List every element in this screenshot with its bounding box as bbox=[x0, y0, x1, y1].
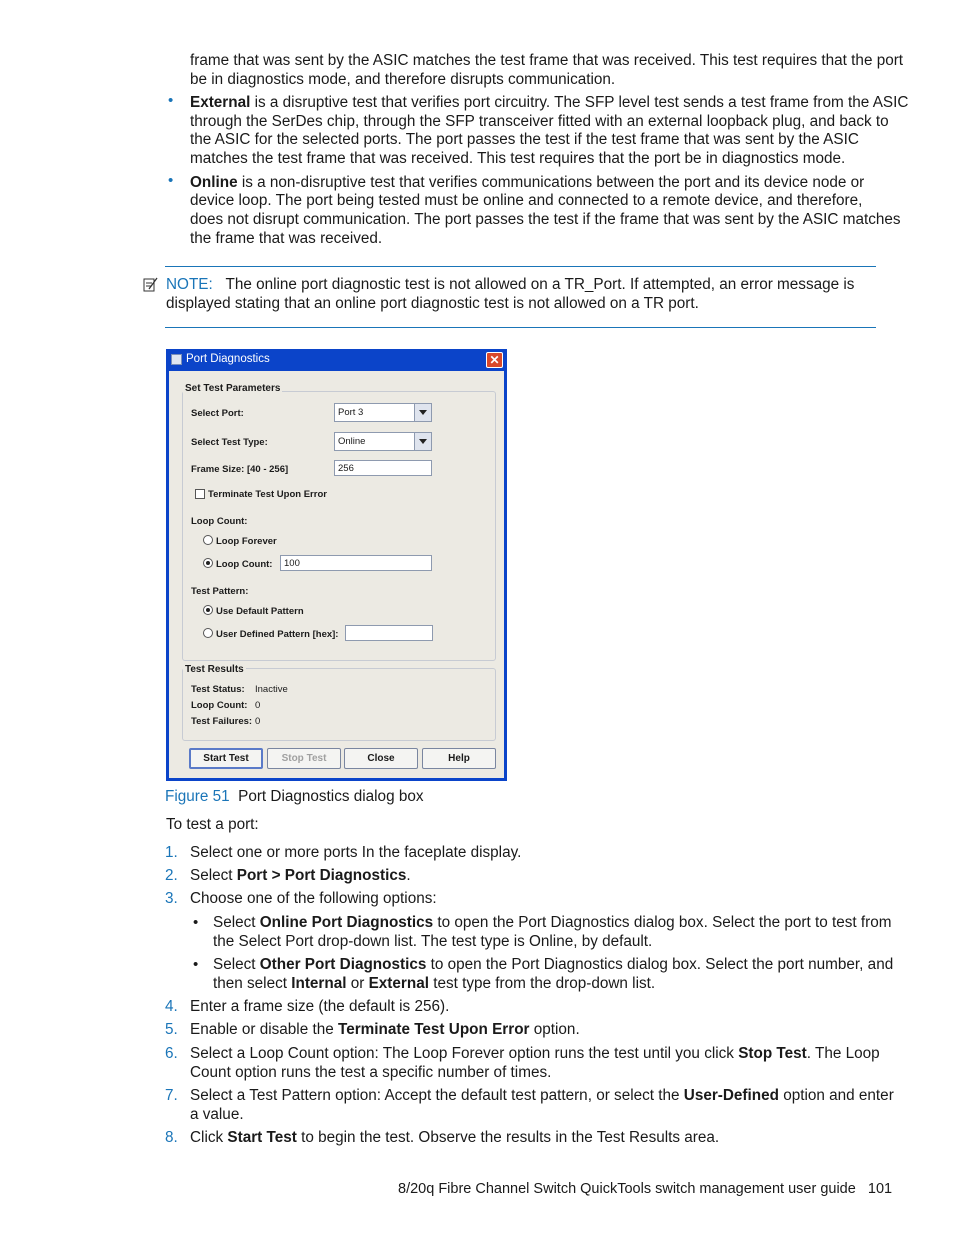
failures-value: 0 bbox=[255, 716, 261, 727]
chevron-down-icon[interactable] bbox=[414, 433, 431, 450]
note-rule-top bbox=[165, 266, 876, 267]
step-number: 5. bbox=[165, 1021, 178, 1038]
port-diagnostics-dialog bbox=[166, 349, 507, 781]
procedure-intro: To test a port: bbox=[166, 816, 259, 833]
step-number: 7. bbox=[165, 1087, 178, 1104]
loop-forever-radio[interactable] bbox=[203, 535, 213, 545]
sub-step-text: then select Internal or External test type from the drop-down list. bbox=[213, 975, 656, 992]
note-text: displayed stating that an online port diagnostic test is not allowed on a TR port. bbox=[166, 295, 699, 312]
step-text: Select one or more ports In the faceplate display. bbox=[190, 844, 522, 861]
step-text: Select a Loop Count option: The Loop Forever option runs the test until you click Stop Test. The Loop bbox=[190, 1045, 880, 1062]
step-text: Click Start Test to begin the test. Observe the results in the Test Results area. bbox=[190, 1129, 720, 1146]
step-number: 2. bbox=[165, 867, 178, 884]
status-label: Test Status: bbox=[191, 684, 245, 695]
body-text: device loop. The port being tested must be online and connected to a remote device, and therefore, bbox=[190, 192, 863, 209]
default-pattern-label: Use Default Pattern bbox=[216, 606, 304, 617]
step-number: 8. bbox=[165, 1129, 178, 1146]
step-number: 3. bbox=[165, 890, 178, 907]
loop-forever-label: Loop Forever bbox=[216, 536, 277, 547]
select-port-value: Port 3 bbox=[338, 407, 364, 418]
user-pattern-radio[interactable] bbox=[203, 628, 213, 638]
page-number: 101 bbox=[867, 1181, 893, 1197]
loop-count-radio[interactable] bbox=[203, 558, 213, 568]
step-text: a value. bbox=[190, 1106, 244, 1123]
select-type-value: Online bbox=[338, 436, 366, 447]
step-number: 1. bbox=[165, 844, 178, 861]
dialog-title: Port Diagnostics bbox=[186, 353, 270, 365]
loop-count-heading: Loop Count: bbox=[191, 516, 248, 527]
select-port-label: Select Port: bbox=[191, 408, 244, 419]
failures-label: Test Failures: bbox=[191, 716, 253, 727]
step-number: 6. bbox=[165, 1045, 178, 1062]
sub-bullet: • bbox=[193, 956, 199, 973]
default-pattern-radio[interactable] bbox=[203, 605, 213, 615]
note-text: NOTE: The online port diagnostic test is not allowed on a TR_Port. If attempted, an error message is bbox=[166, 276, 855, 293]
chevron-down-icon[interactable] bbox=[414, 404, 431, 421]
step-text: Select Port > Port Diagnostics. bbox=[190, 867, 411, 884]
dialog-body bbox=[169, 371, 504, 778]
body-text: be in diagnostics mode, and therefore disrupts communication. bbox=[190, 71, 616, 88]
page-footer: 8/20q Fibre Channel Switch QuickTools switch management user guide 101 bbox=[398, 1181, 893, 1197]
body-text: External is a disruptive test that verifies port circuitry. The SFP level test sends a test frame from the ASIC bbox=[190, 94, 909, 111]
step-text: Count option runs the test a specific number of times. bbox=[190, 1064, 552, 1081]
terminate-checkbox[interactable] bbox=[195, 489, 205, 499]
user-pattern-input[interactable] bbox=[345, 625, 433, 641]
body-text: Online is a non-disruptive test that verifies communications between the port and its device node or bbox=[190, 174, 865, 191]
select-port-combo[interactable] bbox=[334, 403, 432, 422]
step-text: Enter a frame size (the default is 256). bbox=[190, 998, 450, 1015]
params-group-label: Set Test Parameters bbox=[185, 383, 281, 394]
bullet: • bbox=[168, 172, 174, 189]
body-text: through the SerDes chip, through the SFP transceiver fitted with an external loopback plug, and back to bbox=[190, 113, 889, 130]
figure-caption: Figure 51 Port Diagnostics dialog box bbox=[165, 788, 424, 805]
body-text: does not disrupt communication. The port passes the test if the frame that was sent by the ASIC matches bbox=[190, 211, 901, 228]
stop-test-button[interactable]: Stop Test bbox=[267, 748, 341, 769]
bullet: • bbox=[168, 92, 174, 109]
test-pattern-heading: Test Pattern: bbox=[191, 586, 249, 597]
body-text: matches the test frame that was received. This test requires that the port be in diagnostics mode. bbox=[190, 150, 846, 167]
close-icon[interactable]: ✕ bbox=[486, 352, 503, 368]
results-group-label: Test Results bbox=[185, 664, 244, 675]
start-test-button[interactable]: Start Test bbox=[189, 748, 263, 769]
body-text: frame that was sent by the ASIC matches the test frame that was received. This test requires that the port bbox=[190, 52, 904, 69]
user-pattern-label: User Defined Pattern [hex]: bbox=[216, 629, 339, 640]
loop-count-label: Loop Count: bbox=[216, 559, 273, 570]
result-loop-count-label: Loop Count: bbox=[191, 700, 248, 711]
step-text: Select a Test Pattern option: Accept the default test pattern, or select the User-Defined option and enter bbox=[190, 1087, 894, 1104]
window-icon bbox=[171, 354, 182, 365]
frame-size-input[interactable]: 256 bbox=[334, 460, 432, 476]
step-number: 4. bbox=[165, 998, 178, 1015]
note-rule-bottom bbox=[165, 327, 876, 328]
select-type-combo[interactable] bbox=[334, 432, 432, 451]
sub-bullet: • bbox=[193, 914, 199, 931]
sub-step-text: the Select Port drop-down list. The test type is Online, by default. bbox=[213, 933, 653, 950]
loop-count-input[interactable]: 100 bbox=[280, 555, 432, 571]
terminate-label: Terminate Test Upon Error bbox=[208, 489, 327, 500]
close-button[interactable]: Close bbox=[344, 748, 418, 769]
note-icon bbox=[143, 277, 158, 292]
sub-step-text: Select Other Port Diagnostics to open the Port Diagnostics dialog box. Select the port number, and bbox=[213, 956, 894, 973]
body-text: the ASIC for the selected ports. The port passes the test if the test frame that was sent by the ASIC bbox=[190, 131, 859, 148]
status-value: Inactive bbox=[255, 684, 288, 695]
step-text: Choose one of the following options: bbox=[190, 890, 437, 907]
help-button[interactable]: Help bbox=[422, 748, 496, 769]
sub-step-text: Select Online Port Diagnostics to open the Port Diagnostics dialog box. Select the port to test from bbox=[213, 914, 892, 931]
body-text: the frame that was received. bbox=[190, 230, 383, 247]
step-text: Enable or disable the Terminate Test Upon Error option. bbox=[190, 1021, 580, 1038]
frame-size-label: Frame Size: [40 - 256] bbox=[191, 464, 289, 475]
select-type-label: Select Test Type: bbox=[191, 437, 268, 448]
result-loop-count-value: 0 bbox=[255, 700, 261, 711]
